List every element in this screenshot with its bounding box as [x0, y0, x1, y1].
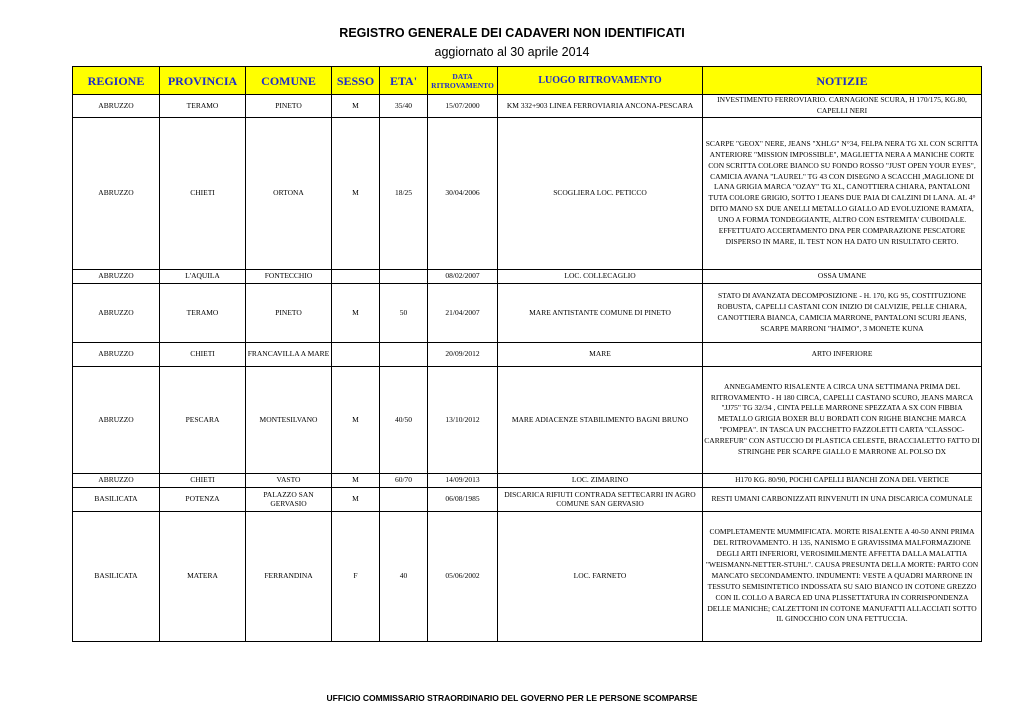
- cell-eta: [380, 269, 428, 283]
- cell-regione: BASILICATA: [73, 487, 160, 511]
- cell-provincia: TERAMO: [160, 283, 246, 342]
- cell-notizie: COMPLETAMENTE MUMMIFICATA. MORTE RISALENTE A 40-50 ANNI PRIMA DEL RITROVAMENTO. H 135, NANISMO E GRAVISSIMA MALFORMAZIONE DEGLI ARTI INFERIORI, VEROSIMILMENTE AFFETTA DALLA MALATTIA "WEISMANN-NETTER-STUHL". CAUSA PRESUNTA DELLA MORTE: PARTO CON MANCATO SECONDAMENTO. INDUMENTI: VESTE A QUADRI MARRONE IN TESSUTO SEMISINTETICO INDOSSATA SU SAIO BIANCO IN COTONE GREZZO CON IL COLLO A BARCA ED UNA PLISSETTATURA IN CORRISPONDENZA DELLE MANICHE; CALZETTONI IN COTONE MANUFATTI ALLACCIATI SOTTO IL GINOCCHIO CON UNA FETTUCCIA.: [703, 511, 982, 641]
- col-header-luogo: LUOGO RITROVAMENTO: [498, 67, 703, 95]
- cell-luogo: MARE: [498, 342, 703, 366]
- cell-regione: ABRUZZO: [73, 473, 160, 487]
- cell-eta: 35/40: [380, 95, 428, 118]
- cell-regione: ABRUZZO: [73, 366, 160, 473]
- table-row: [73, 342, 982, 366]
- cell-sesso: F: [332, 511, 380, 641]
- cell-comune: FRANCAVILLA A MARE: [246, 342, 332, 366]
- cell-comune: PINETO: [246, 283, 332, 342]
- table-header-row: [73, 67, 982, 95]
- table-row: [73, 269, 982, 283]
- cell-regione: ABRUZZO: [73, 95, 160, 118]
- cell-comune: MONTESILVANO: [246, 366, 332, 473]
- cell-data: 06/08/1985: [428, 487, 498, 511]
- cell-luogo: LOC. COLLECAGLIO: [498, 269, 703, 283]
- cell-eta: 18/25: [380, 117, 428, 269]
- cell-sesso: M: [332, 283, 380, 342]
- cell-provincia: TERAMO: [160, 95, 246, 118]
- page-subtitle: aggiornato al 30 aprile 2014: [434, 45, 590, 59]
- cell-eta: 40/50: [380, 366, 428, 473]
- cell-sesso: M: [332, 117, 380, 269]
- cell-regione: ABRUZZO: [73, 117, 160, 269]
- cell-eta: [380, 342, 428, 366]
- col-header-sesso: SESSO: [332, 67, 380, 95]
- cell-data: 05/06/2002: [428, 511, 498, 641]
- cell-eta: 40: [380, 511, 428, 641]
- col-header-data: DATA RITROVAMENTO: [428, 67, 498, 95]
- cell-regione: ABRUZZO: [73, 283, 160, 342]
- cell-notizie: ARTO INFERIORE: [703, 342, 982, 366]
- cell-comune: VASTO: [246, 473, 332, 487]
- cell-provincia: CHIETI: [160, 342, 246, 366]
- cell-luogo: MARE ANTISTANTE COMUNE DI PINETO: [498, 283, 703, 342]
- cell-sesso: M: [332, 95, 380, 118]
- cell-data: 30/04/2006: [428, 117, 498, 269]
- page-footer: UFFICIO COMMISSARIO STRAORDINARIO DEL GOVERNO PER LE PERSONE SCOMPARSE: [326, 693, 698, 703]
- cell-data: 14/09/2013: [428, 473, 498, 487]
- cell-luogo: LOC. FARNETO: [498, 511, 703, 641]
- table-row: [73, 366, 982, 473]
- cell-regione: ABRUZZO: [73, 269, 160, 283]
- cell-eta: [380, 487, 428, 511]
- cell-provincia: L'AQUILA: [160, 269, 246, 283]
- table-row: [73, 487, 982, 511]
- col-header-regione: REGIONE: [73, 67, 160, 95]
- cell-provincia: CHIETI: [160, 117, 246, 269]
- cell-eta: 60/70: [380, 473, 428, 487]
- cell-luogo: LOC. ZIMARINO: [498, 473, 703, 487]
- cell-sesso: M: [332, 366, 380, 473]
- cell-sesso: M: [332, 487, 380, 511]
- table-row: [73, 117, 982, 269]
- cell-data: 13/10/2012: [428, 366, 498, 473]
- cell-comune: FONTECCHIO: [246, 269, 332, 283]
- cell-comune: PINETO: [246, 95, 332, 118]
- cell-comune: ORTONA: [246, 117, 332, 269]
- cell-notizie: OSSA UMANE: [703, 269, 982, 283]
- cell-luogo: SCOGLIERA LOC. PETICCO: [498, 117, 703, 269]
- registry-table: [72, 66, 982, 642]
- page-title: REGISTRO GENERALE DEI CADAVERI NON IDENTIFICATI: [339, 26, 685, 40]
- cell-luogo: DISCARICA RIFIUTI CONTRADA SETTECARRI IN AGRO COMUNE SAN GERVASIO: [498, 487, 703, 511]
- cell-notizie: STATO DI AVANZATA DECOMPOSIZIONE - H. 170, KG 95, COSTITUZIONE ROBUSTA, CAPELLI CASTANI CON INIZIO DI CALVIZIE, PELLE CHIARA, CANOTTIERA BIANCA, CAMICIA MARRONE, PANTALONI SCURI JEANS, SCARPE MARRONI "HAIMO", 3 MONETE KUNA: [703, 283, 982, 342]
- table-row: [73, 511, 982, 641]
- cell-notizie: H170 KG. 80/90, POCHI CAPELLI BIANCHI ZONA DEL VERTICE: [703, 473, 982, 487]
- cell-notizie: ANNEGAMENTO RISALENTE A CIRCA UNA SETTIMANA PRIMA DEL RITROVAMENTO - H 180 CIRCA, CAPELLI CASTANO SCURO, JEANS MARCA "JJ75" TG 32/34 , CINTA PELLE MARRONE SPEZZATA A SX CON FIBBIA METALLO GRIGIA BOXER BLU BORDATI CON RIGHE BIANCHE MARCA "POMPEA". IN TASCA UN PACCHETTO FAZZOLETTI CARTA "CLASSOC-CARREFUR" CON ASTUCCIO DI PLASTICA CELESTE, BRACCIALETTO FATTO DI STRINGHE PER SCARPE GIALLO E MARRONE AL POLSO DX: [703, 366, 982, 473]
- cell-comune: PALAZZO SAN GERVASIO: [246, 487, 332, 511]
- cell-luogo: MARE ADIACENZE STABILIMENTO BAGNI BRUNO: [498, 366, 703, 473]
- col-header-notizie: NOTIZIE: [703, 67, 982, 95]
- cell-provincia: POTENZA: [160, 487, 246, 511]
- table-row: [73, 283, 982, 342]
- cell-notizie: SCARPE "GEOX" NERE, JEANS "XHLG" N°34, FELPA NERA TG XL CON SCRITTA ANTERIORE "MISSION IMPOSSIBLE", MAGLIETTA NERA A MANICHE CORTE CON SCRITTA COLORE BIANCO SU FONDO ROSSO "JUST OPEN YOUR EYES", CAMICIA AVANA "LAUREL" TG 43 CON DISEGNO A SCACCHI ,MAGLIONE DI LANA GRIGIA MARCA "OZAY" TG XL, CANOTTIERA CHIARA, PANTALONI TUTA COLORE GRIGIO, SOTTO I JEANS DUE PAIA DI CALZINI DI LANA. AL 4° DITO MANO SX DUE ANELLI METALLO GIALLO AD EVOLUZIONE RAMATA, UNO A FORMA TONDEGGIANTE, ALTRO CON ESTREMITA' CUBOIDALE. EFFETTUATO ACCERTAMENTO DNA PER COMPARAZIONE PESCATORE DISPERSO IN MARE, IL TEST NON HA DATO UN RISULTATO CERTO.: [703, 117, 982, 269]
- cell-provincia: MATERA: [160, 511, 246, 641]
- cell-data: 21/04/2007: [428, 283, 498, 342]
- cell-comune: FERRANDINA: [246, 511, 332, 641]
- cell-regione: BASILICATA: [73, 511, 160, 641]
- cell-luogo: KM 332+903 LINEA FERROVIARIA ANCONA-PESCARA: [498, 95, 703, 118]
- cell-sesso: [332, 269, 380, 283]
- cell-provincia: CHIETI: [160, 473, 246, 487]
- cell-sesso: [332, 342, 380, 366]
- col-header-provincia: PROVINCIA: [160, 67, 246, 95]
- cell-regione: ABRUZZO: [73, 342, 160, 366]
- cell-sesso: M: [332, 473, 380, 487]
- col-header-eta: ETA': [380, 67, 428, 95]
- cell-data: 20/09/2012: [428, 342, 498, 366]
- col-header-comune: COMUNE: [246, 67, 332, 95]
- cell-eta: 50: [380, 283, 428, 342]
- cell-data: 08/02/2007: [428, 269, 498, 283]
- cell-notizie: RESTI UMANI CARBONIZZATI RINVENUTI IN UNA DISCARICA COMUNALE: [703, 487, 982, 511]
- cell-notizie: INVESTIMENTO FERROVIARIO. CARNAGIONE SCURA, H 170/175, KG.80, CAPELLI NERI: [703, 95, 982, 118]
- table-row: [73, 95, 982, 118]
- table-row: [73, 473, 982, 487]
- cell-provincia: PESCARA: [160, 366, 246, 473]
- cell-data: 15/07/2000: [428, 95, 498, 118]
